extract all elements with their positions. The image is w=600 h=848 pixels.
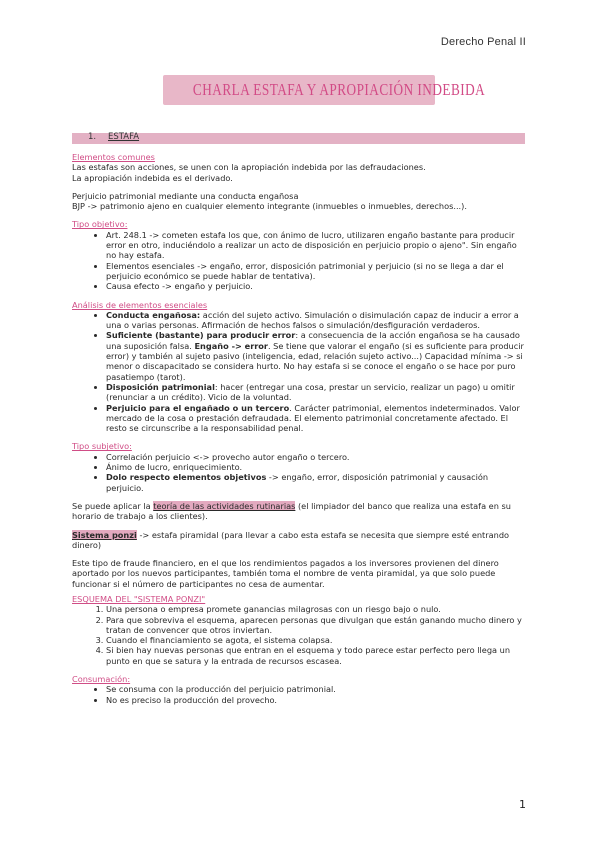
heading-tipo-objetivo: Tipo objetivo: xyxy=(72,219,128,230)
paragraph: La apropiación indebida es el derivado. xyxy=(72,172,233,183)
paragraph: Este tipo de fraude financiero, en el que los rendimientos pagados a los inversores provienen del dinero aportado por los nuevos participantes, también toma el nombre de venta piramidal, ya que solo puede funcionar si el número de participantes no cesa de aumentar. xyxy=(72,558,499,589)
bullet-list xyxy=(72,684,527,705)
section-title: ESTAFA xyxy=(108,132,140,142)
bullet-list xyxy=(72,310,527,434)
heading-analisis: Análisis de elementos esenciales xyxy=(72,299,208,310)
page-number: 1 xyxy=(519,798,526,811)
list-item: • Suficiente (bastante) para producir error: a consecuencia de la acción engañosa se ha causado una suposición falsa. Engaño -> error. Se tiene que valorar el engaño (si es suficiente para producir error) y también al sujeto pasivo (inteligencia, edad, relación sujeto activo...) Capacidad mínima -> si menor o discapacitado se considera hurto. No hay estafa si se conoce el engaño o se hace por puro pasatiempo (tarot). xyxy=(106,330,527,381)
paragraph: Las estafas son acciones, se unen con la apropiación indebida por las defraudaciones. xyxy=(72,162,426,173)
list-item: • Dolo respecto elementos objetivos -> engaño, error, disposición patrimonial y causación perjuicio. xyxy=(106,472,527,493)
document-title: CHARLA ESTAFA Y APROPIACIÓN INDEBIDA xyxy=(192,80,486,99)
list-item: • No es preciso la producción del provecho. xyxy=(106,695,527,705)
list-item: • Ánimo de lucro, enriquecimiento. xyxy=(106,462,527,472)
list-item: 3. Cuando el financiamiento se agota, el sistema colapsa. xyxy=(106,635,527,645)
bullet-list xyxy=(72,230,527,292)
bullet-list xyxy=(72,452,527,493)
numbered-list xyxy=(72,604,527,666)
heading-consumacion: Consumación: xyxy=(72,674,131,685)
document-body xyxy=(72,152,527,705)
list-item: • Causa efecto -> engaño y perjuicio. xyxy=(106,281,527,291)
course-header: Derecho Penal II xyxy=(440,36,526,48)
highlighted-term: teoría de las actividades rutinarias xyxy=(153,500,296,511)
list-item: • Disposición patrimonial: hacer (entregar una cosa, prestar un servicio, realizar un pago) u omitir (renunciar a un crédito). Vicio de la voluntad. xyxy=(106,382,527,403)
section-number: 1. xyxy=(88,132,97,142)
highlighted-term: Sistema ponzi xyxy=(72,529,137,540)
paragraph-ponzi: Sistema ponzi -> estafa piramidal (para llevar a cabo esta estafa se necesita que siempre esté entrando dinero) xyxy=(72,529,510,550)
list-item: • Elementos esenciales -> engaño, error, disposición patrimonial y perjuicio (si no se llega a dar el perjuicio económico se puede hablar de tentativa). xyxy=(106,261,527,282)
paragraph: BJP -> patrimonio ajeno en cualquier elemento integrante (inmuebles o inmuebles, derechos...). xyxy=(72,201,467,212)
list-item: • Perjuicio para el engañado o un tercero. Carácter patrimonial, elementos indeterminados. Valor mercado de la cosa o prestación defraudada. El elemento patrimonial concretamente afectado. El resto se circunscribe a la responsabilidad penal. xyxy=(106,403,527,434)
list-item: 4. Si bien hay nuevas personas que entran en el esquema y todo parece estar perfecto pero llega un punto en que se satura y la entrada de recursos escasea. xyxy=(106,645,527,666)
list-item: • Correlación perjuicio <-> provecho autor engaño o tercero. xyxy=(106,452,527,462)
list-item: 1. Una persona o empresa promete ganancias milagrosas con un riesgo bajo o nulo. xyxy=(106,604,527,614)
list-item: 2. Para que sobreviva el esquema, aparecen personas que divulgan que están ganando mucho dinero y tratan de convencer que otros inviertan. xyxy=(106,615,527,636)
heading-elementos-comunes: Elementos comunes xyxy=(72,152,155,162)
paragraph: Perjuicio patrimonial mediante una conducta engañosa xyxy=(72,190,299,201)
section-heading-bar xyxy=(72,133,525,144)
paragraph-rutinarias: Se puede aplicar la teoría de las actividades rutinarias (el limpiador del banco que realiza una estafa en su horario de trabajo a los clientes). xyxy=(72,500,511,522)
list-item: • Se consuma con la producción del perjuicio patrimonial. xyxy=(106,684,527,694)
heading-esquema-ponzi: ESQUEMA DEL "SISTEMA PONZI" xyxy=(72,593,206,604)
heading-tipo-subjetivo: Tipo subjetivo: xyxy=(72,441,132,452)
list-item: • Art. 248.1 -> cometen estafa los que, con ánimo de lucro, utilizaren engaño bastante para producir error en otro, induciéndolo a realizar un acto de disposición en perjuicio propio o ajeno". Sin engaño no hay estafa. xyxy=(106,230,527,261)
document-title-banner xyxy=(163,75,486,105)
list-item: • Conducta engañosa: acción del sujeto activo. Simulación o disimulación capaz de inducir a error a una o varias personas. Afirmación de hechos falsos o simulación/desfiguración verdaderos. xyxy=(106,310,527,331)
